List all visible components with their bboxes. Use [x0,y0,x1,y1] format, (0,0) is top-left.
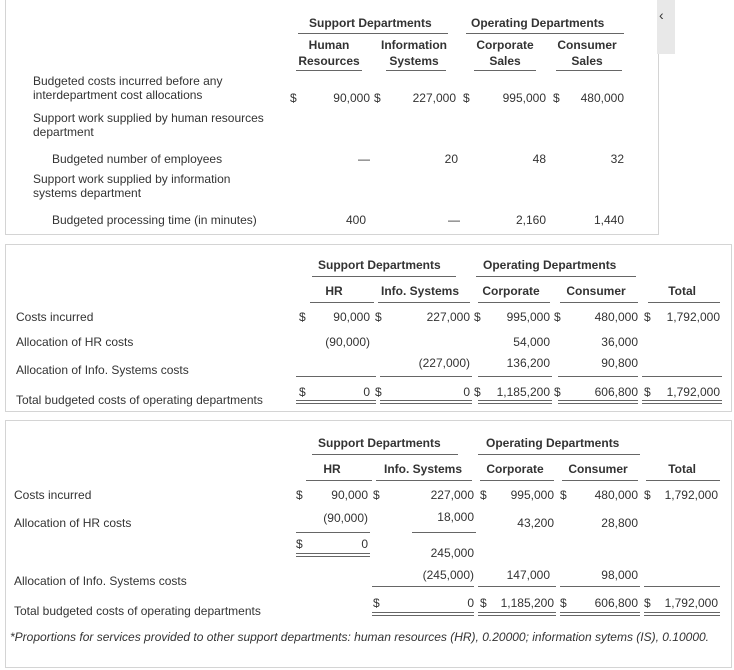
row-label-costs-incurred: Costs incurred [14,488,92,502]
col-corp-line2: Sales [489,54,521,68]
row-label-costs-incurred: Costs incurred [16,310,94,324]
currency-symbol: $ [560,596,567,610]
header-underline [312,276,456,277]
col-header-total: Total [668,284,696,298]
row-label-hr-allocation: Allocation of HR costs [14,516,132,530]
row-label-budgeted-costs: Budgeted costs incurred before any interdepartment cost allocations [33,74,223,102]
cell-value: 0 [363,385,370,399]
subtotal-rule [642,376,722,377]
col-header-consumer: Consumer [568,462,628,476]
col-underline [480,480,554,481]
cell-value: 480,000 [580,91,624,105]
header-underline [312,454,458,455]
total-double-rule [296,400,376,404]
currency-symbol: $ [374,91,381,105]
currency-symbol: $ [290,91,297,105]
total-double-rule [478,400,552,404]
cell-value: 98,000 [601,568,638,582]
subtotal-rule [478,376,552,377]
total-double-rule [644,612,720,616]
total-double-rule [380,400,472,404]
header-operating-departments: Operating Departments [471,16,605,30]
currency-symbol: $ [644,596,651,610]
col-hr-line1: Human [308,38,350,52]
total-double-rule [372,612,474,616]
cell-value: 90,800 [601,356,638,370]
col-underline [296,70,362,71]
cell-value: 480,000 [594,310,638,324]
col-is-line2: Systems [389,54,439,68]
header-underline [298,33,448,34]
cell-value: — [358,152,370,166]
cell-value: 90,000 [333,310,370,324]
cell-value: 1,792,000 [664,488,718,502]
row-label-is-allocation: Allocation of Info. Systems costs [14,574,187,588]
header-support-departments: Support Departments [318,436,441,450]
col-hr-line2: Resources [298,54,360,68]
cell-value: 245,000 [430,546,474,560]
cell-value: 1,440 [593,213,624,227]
col-header-hr: HR [325,284,343,298]
cell-value: (227,000) [418,356,470,370]
cell-value: 1,792,000 [666,310,720,324]
total-double-rule [560,612,640,616]
currency-symbol: $ [373,596,380,610]
total-double-rule [296,553,370,557]
cell-value: 606,800 [594,596,638,610]
col-underline [556,70,622,71]
header-underline [466,33,624,34]
row-label-total-budgeted: Total budgeted costs of operating departments [16,393,263,407]
cell-value: 147,000 [506,568,550,582]
col-underline [648,302,720,303]
cell-value: 606,800 [594,385,638,399]
currency-symbol: $ [299,310,306,324]
currency-symbol: $ [296,488,303,502]
cell-value: — [448,213,460,227]
col-header-hr: HR [323,462,341,476]
currency-symbol: $ [296,537,303,551]
header-operating-departments: Operating Departments [486,436,620,450]
col-is-line1: Information [381,38,447,52]
currency-symbol: $ [463,91,470,105]
cell-value: 48 [532,152,546,166]
cell-value: (90,000) [323,511,368,525]
cell-value: 90,000 [331,488,368,502]
subtotal-rule [296,532,370,533]
currency-symbol: $ [554,310,561,324]
col-header-info-systems: Info. Systems [383,462,463,476]
cell-value: 90,000 [333,91,370,105]
subtotal-rule [560,586,640,587]
cell-value: 0 [463,385,470,399]
cell-value: 995,000 [502,91,546,105]
currency-symbol: $ [560,488,567,502]
row-label-support-hr: Support work supplied by human resources department [33,111,264,139]
col-underline [474,70,536,71]
cell-value: 18,000 [437,510,474,524]
total-double-rule [642,400,722,404]
subtotal-rule [372,586,474,587]
cell-value: 1,792,000 [666,385,720,399]
header-underline [478,454,640,455]
currency-symbol: $ [644,385,651,399]
cell-value: (245,000) [422,568,474,582]
row-label-hr-allocation: Allocation of HR costs [16,335,134,349]
col-underline [386,70,446,71]
subtotal-rule [412,532,476,533]
header-support-departments: Support Departments [309,16,432,30]
currency-symbol: $ [554,385,561,399]
cell-value: 1,792,000 [664,596,718,610]
col-underline [378,302,470,303]
cell-value: 20 [444,152,458,166]
subtotal-rule [558,376,638,377]
col-cons-line2: Sales [571,54,603,68]
cell-value: 400 [345,213,366,227]
currency-symbol: $ [553,91,560,105]
currency-symbol: $ [373,488,380,502]
col-underline [560,302,638,303]
total-double-rule [478,612,556,616]
col-corp-line1: Corporate [476,38,534,52]
col-underline [646,480,720,481]
row-label-support-is: Support work supplied by information systems department [33,172,231,200]
footnote: *Proportions for services provided to other support departments: human resources (HR), 0.20000; information sytems (IS), 0.10000. [10,630,709,644]
col-underline [376,480,472,481]
cell-value: 0 [467,596,474,610]
total-double-rule [558,400,638,404]
header-operating-departments: Operating Departments [483,258,617,272]
currency-symbol: $ [480,596,487,610]
cell-value: 995,000 [510,488,554,502]
subtotal-rule [478,586,556,587]
col-header-corporate: Corporate [486,462,544,476]
cell-value: 227,000 [430,488,474,502]
col-header-total: Total [668,462,696,476]
row-label-processing: Budgeted processing time (in minutes) [52,213,257,227]
cell-value: 995,000 [506,310,550,324]
col-header-corporate: Corporate [482,284,540,298]
cell-value: 480,000 [594,488,638,502]
row-label-total-budgeted: Total budgeted costs of operating departments [14,604,261,618]
cell-value: 136,200 [506,356,550,370]
row-label-employees: Budgeted number of employees [52,152,223,166]
cell-value: 32 [610,152,624,166]
cell-value: 36,000 [601,335,638,349]
currency-symbol: $ [375,310,382,324]
cell-value: 2,160 [515,213,546,227]
cell-value: 227,000 [426,310,470,324]
subtotal-rule [296,376,376,377]
header-underline [476,276,636,277]
currency-symbol: $ [644,488,651,502]
col-underline [310,302,374,303]
currency-symbol: $ [644,310,651,324]
col-cons-line1: Consumer [557,38,617,52]
col-underline [306,480,372,481]
col-header-info-systems: Info. Systems [380,284,460,298]
cell-value: (90,000) [325,335,370,349]
corner-chevron-icon[interactable]: ‹ [659,7,664,23]
currency-symbol: $ [375,385,382,399]
subtotal-rule [644,586,720,587]
cell-value: 1,185,200 [500,596,554,610]
cell-value: 227,000 [412,91,456,105]
subtotal-rule [380,376,472,377]
currency-symbol: $ [474,310,481,324]
cell-value: 28,800 [601,516,638,530]
header-support-departments: Support Departments [318,258,441,272]
col-header-consumer: Consumer [566,284,626,298]
col-underline [478,302,550,303]
cell-value: 1,185,200 [496,385,550,399]
col-underline [562,480,638,481]
row-label-is-allocation: Allocation of Info. Systems costs [16,363,189,377]
cell-value: 43,200 [517,516,554,530]
currency-symbol: $ [299,385,306,399]
cell-value: 0 [361,537,368,551]
currency-symbol: $ [474,385,481,399]
cell-value: 54,000 [513,335,550,349]
currency-symbol: $ [480,488,487,502]
